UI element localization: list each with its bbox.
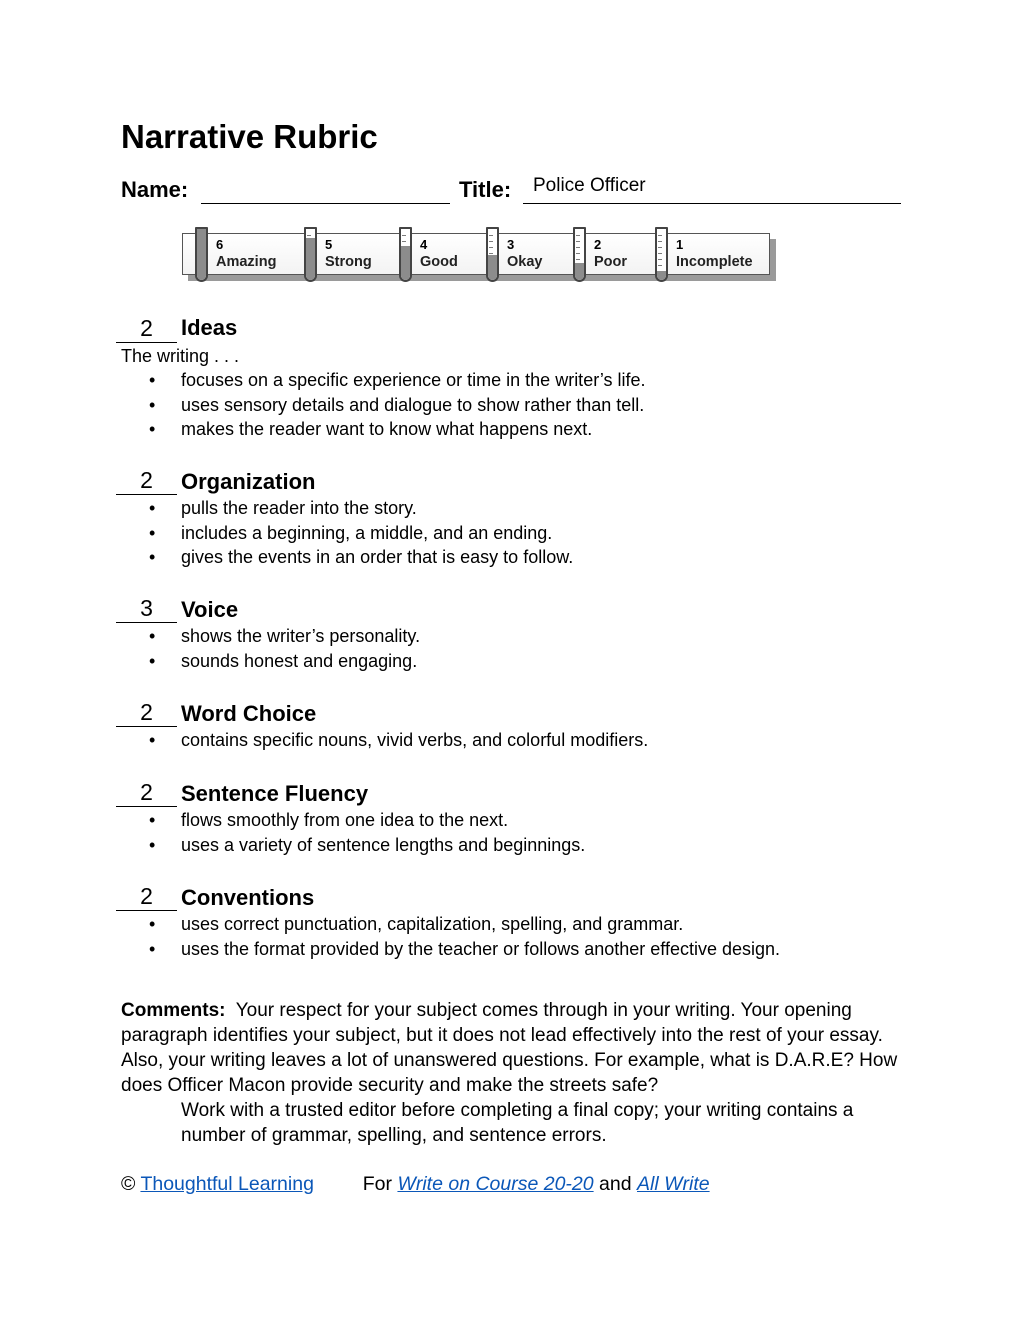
scale-number: 4	[420, 237, 428, 252]
scale-label: Okay	[507, 254, 543, 270]
title-value: Police Officer	[533, 175, 646, 196]
footer	[121, 1172, 710, 1197]
criteria-item: • makes the reader want to know what happens next.	[121, 417, 921, 442]
tube-fill	[575, 263, 584, 280]
comments-text: Your respect for your subject comes through in your writing. Your opening paragraph identifies your subject, but it does not lead effectively into the rest of your essay. Also, your writing leaves a lot of unanswered questions. For example, what is D.A.R.E? How does Officer Macon provide security and make the streets safe?	[121, 1000, 898, 1096]
comments-paragraph	[121, 998, 911, 1098]
trait-title-voice: Voice	[181, 597, 239, 622]
copyright-symbol: ©	[121, 1173, 136, 1195]
scale-number: 2	[594, 237, 602, 252]
scale-label: Poor	[594, 254, 628, 270]
scale-number: 5	[325, 237, 333, 252]
criteria-item: • includes a beginning, a middle, and an ending.	[121, 521, 921, 546]
test-tube-icon	[655, 227, 668, 282]
criteria-item: • sounds honest and engaging.	[121, 649, 921, 674]
score-sentence-fluency[interactable]: 2	[116, 779, 177, 807]
ideas-criteria-list	[121, 368, 921, 442]
intro-text: The writing . . .	[121, 346, 240, 366]
score-voice[interactable]: 3	[116, 595, 177, 623]
tube-fill	[306, 238, 315, 280]
page-title: Narrative Rubric	[121, 118, 378, 155]
scale-number: 6	[216, 237, 224, 252]
name-field[interactable]	[201, 179, 450, 204]
voice-criteria-list	[121, 624, 921, 673]
comments-paragraph-2: Work with a trusted editor before completing a final copy; your writing contains a number of grammar, spelling, and sentence errors.	[181, 1100, 854, 1146]
trait-title-sentence-fluency: Sentence Fluency	[181, 781, 369, 806]
score-organization[interactable]: 2	[116, 467, 177, 495]
title-label: Title:	[459, 177, 512, 202]
sentence-fluency-criteria-list	[121, 808, 921, 857]
score-conventions[interactable]: 2	[116, 883, 177, 911]
tube-fill	[488, 255, 497, 281]
score-ideas[interactable]: 2	[116, 315, 177, 343]
for-text: For	[362, 1173, 393, 1195]
score-word-choice[interactable]: 2	[116, 699, 177, 727]
criteria-item: • shows the writer’s personality.	[121, 624, 921, 649]
scale-label: Good	[420, 254, 458, 270]
scale-label: Amazing	[216, 254, 277, 270]
criteria-item: • focuses on a specific experience or time in the writer’s life.	[121, 368, 921, 393]
test-tube-icon	[573, 227, 586, 282]
test-tube-icon	[195, 227, 208, 282]
criteria-item: • contains specific nouns, vivid verbs, and colorful modifiers.	[121, 728, 921, 753]
test-tube-icon	[304, 227, 317, 282]
criteria-item: • gives the events in an order that is easy to follow.	[121, 545, 921, 570]
tube-fill	[657, 271, 666, 280]
trait-title-conventions: Conventions	[181, 885, 315, 910]
and-text: and	[599, 1173, 632, 1195]
publisher-link[interactable]: Thoughtful Learning	[140, 1173, 314, 1195]
test-tube-icon	[399, 227, 412, 282]
tube-fill	[197, 229, 206, 280]
conventions-criteria-list	[121, 912, 941, 961]
title-field[interactable]	[523, 175, 901, 204]
trait-title-organization: Organization	[181, 469, 316, 494]
scale-number: 3	[507, 237, 515, 252]
criteria-item: • uses a variety of sentence lengths and beginnings.	[121, 833, 921, 858]
comments-label: Comments:	[121, 1000, 226, 1021]
criteria-item: • uses sensory details and dialogue to show rather than tell.	[121, 393, 921, 418]
test-tube-icon	[486, 227, 499, 282]
all-write-link[interactable]: All Write	[637, 1173, 710, 1195]
trait-title-ideas: Ideas	[181, 315, 238, 340]
scale-label: Incomplete	[676, 254, 753, 270]
write-on-course-link[interactable]: Write on Course 20-20	[397, 1173, 594, 1195]
scale-number: 1	[676, 237, 684, 252]
criteria-item: • uses correct punctuation, capitalization, spelling, and grammar.	[121, 912, 941, 937]
tube-fill	[401, 246, 410, 280]
scale-label: Strong	[325, 254, 372, 270]
word-choice-criteria-list	[121, 728, 921, 753]
organization-criteria-list	[121, 496, 921, 570]
criteria-item: • uses the format provided by the teacher or follows another effective design.	[121, 937, 941, 962]
trait-title-word-choice: Word Choice	[181, 701, 317, 726]
criteria-item: • pulls the reader into the story.	[121, 496, 921, 521]
comments-section	[121, 998, 911, 1148]
criteria-item: • flows smoothly from one idea to the next.	[121, 808, 921, 833]
name-label: Name:	[121, 177, 189, 202]
rating-scale-bar	[182, 233, 770, 275]
